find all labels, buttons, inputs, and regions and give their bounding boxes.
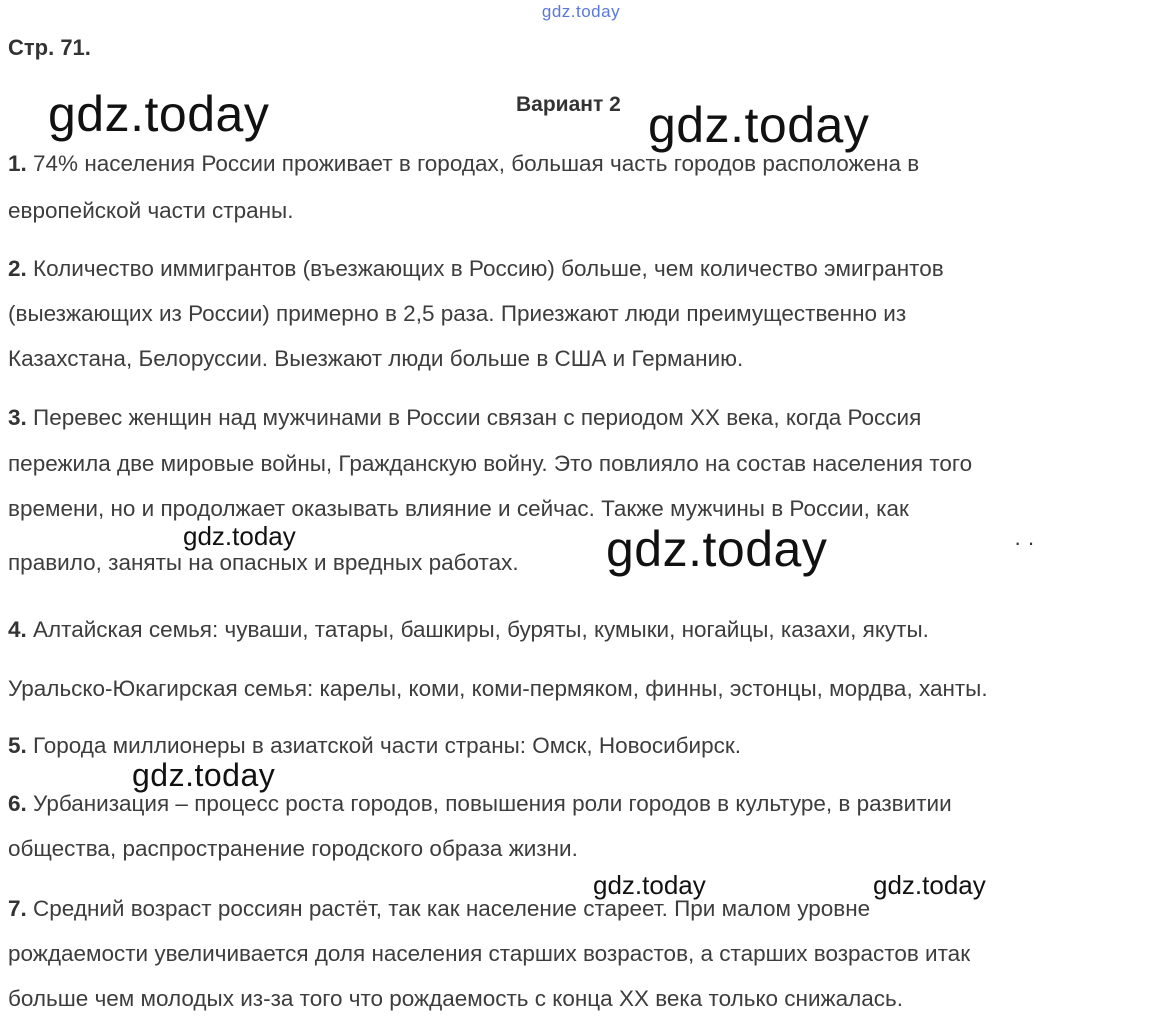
variant-heading: Вариант 2 xyxy=(516,93,621,116)
answer-7-line-2: рождаемости увеличивается доля населения старших возрастов, а старших возрастов итак xyxy=(8,941,971,966)
answer-1-line-1: 1. 74% населения России проживает в городах, большая часть городов расположена в xyxy=(8,151,920,176)
answer-3-line-1: 3. Перевес женщин над мужчинами в России связан с периодом XX века, когда Россия xyxy=(8,405,922,430)
watermark: gdz.today xyxy=(48,86,270,142)
answer-3-number: 3. xyxy=(8,405,27,430)
answer-4-line-1: 4. Алтайская семья: чуваши, татары, башкиры, буряты, кумыки, ногайцы, казахи, якуты. xyxy=(8,617,929,642)
answer-3-line-4: правило, заняты на опасных и вредных работах. xyxy=(8,550,519,575)
watermark: gdz.today xyxy=(132,757,276,793)
watermark: gdz.today xyxy=(873,870,986,900)
answer-7-number: 7. xyxy=(8,896,27,921)
answer-1-line-2: европейской части страны. xyxy=(8,198,294,223)
answer-4-number: 4. xyxy=(8,617,27,642)
answer-4-line-2: Уральско-Юкагирская семья: карелы, коми, коми-пермяком, финны, эстонцы, мордва, ханты. xyxy=(8,676,988,701)
answer-3-line-2: пережила две мировые войны, Гражданскую войну. Это повлияло на состав населения того xyxy=(8,451,973,476)
answer-2-line-3: Казахстана, Белоруссии. Выезжают люди больше в США и Германию. xyxy=(8,346,744,371)
page-number: Стр. 71. xyxy=(8,35,91,60)
answer-1-number: 1. xyxy=(8,151,27,176)
watermark: gdz.today xyxy=(183,521,296,551)
answer-6-line-1: 6. Урбанизация – процесс роста городов, повышения роли городов в культуре, в развитии xyxy=(8,791,952,816)
watermark: gdz.today xyxy=(648,97,870,153)
top-watermark: gdz.today xyxy=(541,2,621,21)
answer-2-number: 2. xyxy=(8,256,27,281)
answer-5-line-1: 5. Города миллионеры в азиатской части страны: Омск, Новосибирск. xyxy=(8,733,741,758)
answer-7-line-1: 7. Средний возраст россиян растёт, так как население стареет. При малом уровне xyxy=(8,896,871,921)
answer-6-number: 6. xyxy=(8,791,27,816)
stray-dots: ·· xyxy=(1014,530,1041,555)
answer-6-line-2: общества, распространение городского образа жизни. xyxy=(8,836,578,861)
answer-2-line-2: (выезжающих из России) примерно в 2,5 раза. Приезжают люди преимущественно из xyxy=(8,301,907,326)
watermark: gdz.today xyxy=(606,521,828,577)
answer-2-line-1: 2. Количество иммигрантов (въезжающих в Россию) больше, чем количество эмигрантов xyxy=(8,256,944,281)
answer-3-line-3: времени, но и продолжает оказывать влияние и сейчас. Также мужчины в России, как xyxy=(8,496,909,521)
answer-7-line-3: больше чем молодых из-за того что рождаемость с конца XX века только снижалась. xyxy=(8,986,903,1011)
watermark: gdz.today xyxy=(593,870,706,900)
answer-5-number: 5. xyxy=(8,733,27,758)
